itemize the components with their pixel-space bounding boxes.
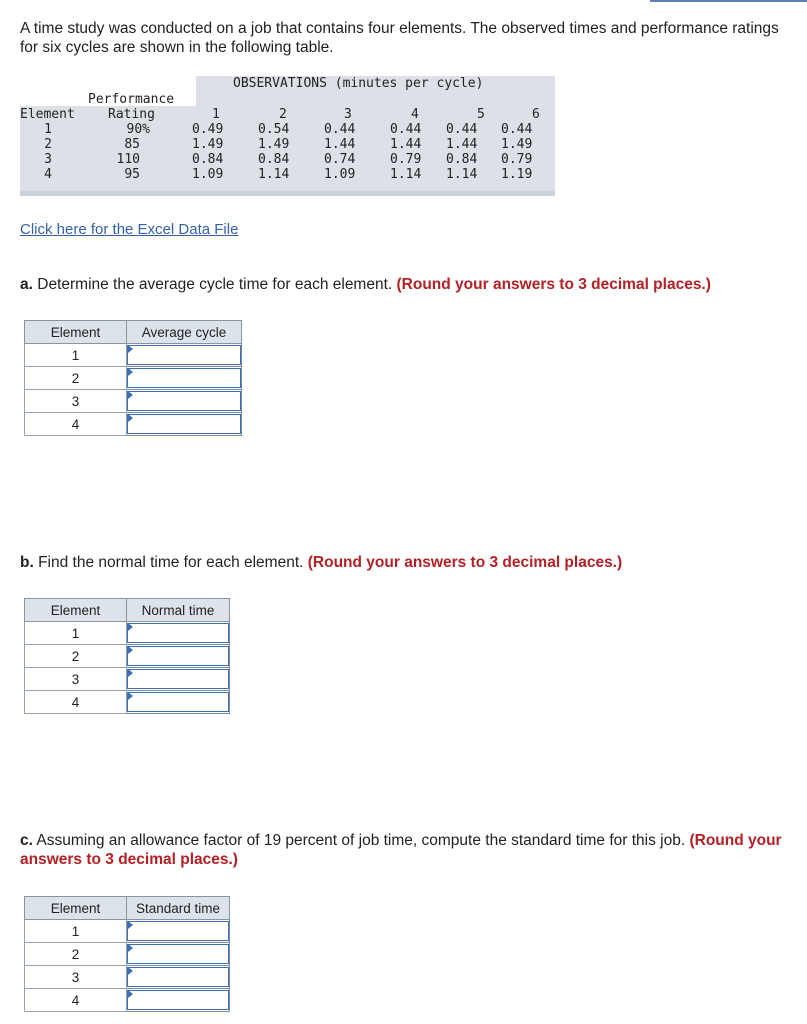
part-b-note: (Round your answers to 3 decimal places.) [307, 554, 623, 571]
performance-header: Performance [88, 92, 175, 107]
row-time: 0.84 [446, 152, 478, 167]
row-time: 1.49 [258, 137, 290, 152]
standard-time-input-4[interactable] [127, 990, 229, 1010]
standard-time-header: Standard time [127, 897, 230, 920]
element-cell: 2 [25, 943, 127, 966]
row-time: 1.44 [446, 137, 478, 152]
row-time: 1.44 [390, 137, 422, 152]
part-b-question [20, 553, 795, 572]
row-time: 0.74 [324, 152, 356, 167]
element-cell: 3 [25, 390, 127, 413]
normal-time-header: Normal time [127, 599, 230, 622]
normal-time-input-2[interactable] [127, 646, 229, 666]
row-time: 1.19 [501, 167, 533, 182]
element-cell: 4 [25, 691, 127, 714]
row-rating: 90% [126, 122, 150, 137]
row-time: 0.79 [390, 152, 422, 167]
part-a-label: a. [20, 276, 33, 293]
row-rating: 95 [124, 167, 140, 182]
cycle-header-5: 5 [477, 107, 485, 122]
part-c-label: c. [20, 832, 33, 849]
row-time: 0.84 [192, 152, 224, 167]
row-rating: 110 [116, 152, 140, 167]
normal-time-input-3[interactable] [127, 669, 229, 689]
top-accent-line [650, 0, 807, 2]
excel-data-link[interactable]: Click here for the Excel Data File [20, 221, 239, 238]
standard-time-input-3[interactable] [127, 967, 229, 987]
average-cycle-input-4[interactable] [127, 414, 241, 434]
average-cycle-input-3[interactable] [127, 391, 241, 411]
average-cycle-input-1[interactable] [127, 345, 241, 365]
row-time: 0.54 [258, 122, 290, 137]
row-rating: 85 [124, 137, 140, 152]
observations-title: OBSERVATIONS (minutes per cycle) [233, 76, 484, 91]
row-time: 1.44 [324, 137, 356, 152]
part-a-table [24, 320, 242, 436]
row-time: 1.09 [324, 167, 356, 182]
cycle-header-4: 4 [411, 107, 419, 122]
row-time: 1.49 [192, 137, 224, 152]
part-a-text: Determine the average cycle time for each element. [37, 276, 393, 293]
row-time: 0.44 [324, 122, 356, 137]
row-element: 1 [44, 122, 52, 137]
standard-time-input-2[interactable] [127, 944, 229, 964]
row-time: 1.09 [192, 167, 224, 182]
element-cell: 1 [25, 622, 127, 645]
normal-time-input-1[interactable] [127, 623, 229, 643]
row-time: 0.44 [390, 122, 422, 137]
part-a-question [20, 275, 795, 294]
average-cycle-input-2[interactable] [127, 368, 241, 388]
element-column-header: Element [25, 897, 127, 920]
element-cell: 3 [25, 668, 127, 691]
average-cycle-header: Average cycle [127, 321, 242, 344]
row-time: 0.44 [446, 122, 478, 137]
row-time: 0.49 [192, 122, 224, 137]
part-b-label: b. [20, 554, 34, 571]
cycle-header-1: 1 [212, 107, 220, 122]
problem-intro: A time study was conducted on a job that contains four elements. The observed times and performance ratings for six cycles are shown in the following table. [20, 20, 779, 56]
row-time: 0.79 [501, 152, 533, 167]
part-c-text: Assuming an allowance factor of 19 percent of job time, compute the standard time for this job. [36, 832, 686, 849]
element-cell: 1 [25, 344, 127, 367]
element-cell: 2 [25, 645, 127, 668]
element-cell: 1 [25, 920, 127, 943]
observations-bottom-bar [20, 191, 555, 196]
part-b-text: Find the normal time for each element. [38, 554, 304, 571]
element-column-header: Element [25, 599, 127, 622]
row-time: 0.44 [501, 122, 533, 137]
cycle-header-6: 6 [532, 107, 540, 122]
normal-time-input-4[interactable] [127, 692, 229, 712]
part-c-note: (Round your answers to 3 decimal places.) [20, 832, 782, 868]
part-c-question [20, 831, 795, 869]
row-time: 1.14 [446, 167, 478, 182]
rating-header: Rating [108, 107, 155, 122]
standard-time-input-1[interactable] [127, 921, 229, 941]
row-time: 1.49 [501, 137, 533, 152]
row-element: 2 [44, 137, 52, 152]
element-cell: 4 [25, 989, 127, 1012]
element-cell: 4 [25, 413, 127, 436]
cycle-header-2: 2 [279, 107, 287, 122]
row-element: 4 [44, 167, 52, 182]
cycle-header-3: 3 [344, 107, 352, 122]
row-element: 3 [44, 152, 52, 167]
row-time: 1.14 [258, 167, 290, 182]
part-b-table [24, 598, 230, 714]
element-cell: 3 [25, 966, 127, 989]
element-cell: 2 [25, 367, 127, 390]
row-time: 0.84 [258, 152, 290, 167]
part-a-note: (Round your answers to 3 decimal places.) [396, 276, 711, 293]
part-c-table [24, 896, 230, 1012]
element-column-header: Element [25, 321, 127, 344]
observations-table [20, 76, 555, 196]
row-time: 1.14 [390, 167, 422, 182]
element-header: Element [20, 107, 75, 122]
